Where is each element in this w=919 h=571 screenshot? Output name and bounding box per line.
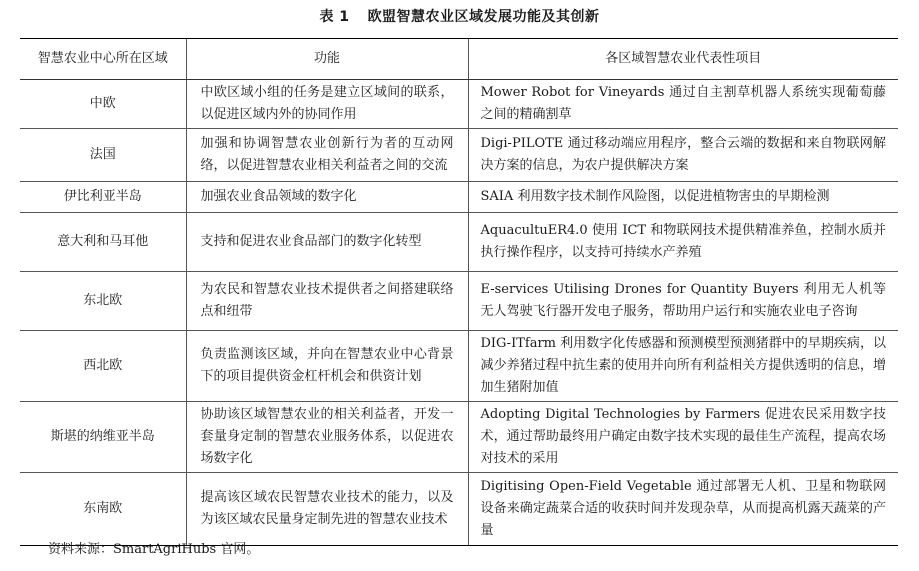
project-cell: AquacultuER4.0 使用 ICT 和物联网技术提供精准养鱼，控制水质并执行操作程序，以支持可持续水产养殖 <box>468 213 898 272</box>
project-cell: E-services Utilising Drones for Quantity Buyers 利用无人机等无人驾驶飞行器开发电子服务，帮助用户运行和实施农业电子咨询 <box>468 272 898 331</box>
region-cell: 意大利和马耳他 <box>20 213 186 272</box>
table-row <box>20 80 898 129</box>
project-cell: Mower Robot for Vineyards 通过自主割草机器人系统实现葡萄藤之间的精确割草 <box>468 80 898 129</box>
project-cell: Digitising Open-Field Vegetable 通过部署无人机、卫星和物联网设备来确定蔬菜合适的收获时间并发现杂草，从而提高机露天蔬菜的产量 <box>468 473 898 546</box>
region-cell: 斯堪的纳维亚半岛 <box>20 402 186 473</box>
table-row <box>20 272 898 331</box>
project-cell: Digi-PILOTE 通过移动端应用程序，整合云端的数据和来自物联网解决方案的信息，为农户提供解决方案 <box>468 129 898 182</box>
table-row <box>20 129 898 182</box>
project-cell: DIG-ITfarm 利用数字化传感器和预测模型预测猪群中的早期疾病，以减少养猪过程中抗生素的使用并向所有利益相关方提供透明的信息，增加生猪附加值 <box>468 331 898 402</box>
region-cell: 中欧 <box>20 80 186 129</box>
table-row <box>20 402 898 473</box>
header-project: 各区域智慧农业代表性项目 <box>468 39 898 80</box>
function-cell: 支持和促进农业食品部门的数字化转型 <box>186 213 468 272</box>
project-cell: Adopting Digital Technologies by Farmers 促进农民采用数字技术，通过帮助最终用户确定由数字技术实现的最佳生产流程，提高农场对技术的采用 <box>468 402 898 473</box>
function-cell: 加强农业食品领域的数字化 <box>186 182 468 213</box>
table-title: 欧盟智慧农业区域发展功能及其创新 <box>367 9 600 25</box>
table-row <box>20 331 898 402</box>
function-cell: 负责监测该区域，并向在智慧农业中心背景下的项目提供资金杠杆机会和供资计划 <box>186 331 468 402</box>
function-cell: 加强和协调智慧农业创新行为者的互动网络，以促进智慧农业相关利益者之间的交流 <box>186 129 468 182</box>
region-cell: 西北欧 <box>20 331 186 402</box>
regional-function-table <box>20 38 898 546</box>
region-cell: 伊比利亚半岛 <box>20 182 186 213</box>
function-cell: 协助该区域智慧农业的相关利益者，开发一套量身定制的智慧农业服务体系，以促进农场数字化 <box>186 402 468 473</box>
function-cell: 提高该区域农民智慧农业技术的能力，以及为该区域农民量身定制先进的智慧农业技术 <box>186 473 468 546</box>
table-caption <box>0 6 919 26</box>
region-cell: 法国 <box>20 129 186 182</box>
table-row <box>20 473 898 546</box>
region-cell: 东北欧 <box>20 272 186 331</box>
region-cell: 东南欧 <box>20 473 186 546</box>
source-note: 资料来源：SmartAgriHubs 官网。 <box>48 542 260 557</box>
function-cell: 为农民和智慧农业技术提供者之间搭建联络点和纽带 <box>186 272 468 331</box>
function-cell: 中欧区域小组的任务是建立区域间的联系，以促进区域内外的协同作用 <box>186 80 468 129</box>
header-function: 功能 <box>186 39 468 80</box>
project-cell: SAIA 利用数字技术制作风险图，以促进植物害虫的早期检测 <box>468 182 898 213</box>
header-region: 智慧农业中心所在区域 <box>20 39 186 80</box>
table-row <box>20 182 898 213</box>
table-header-row <box>20 39 898 80</box>
table-number: 表 1 <box>319 9 350 25</box>
table-row <box>20 213 898 272</box>
